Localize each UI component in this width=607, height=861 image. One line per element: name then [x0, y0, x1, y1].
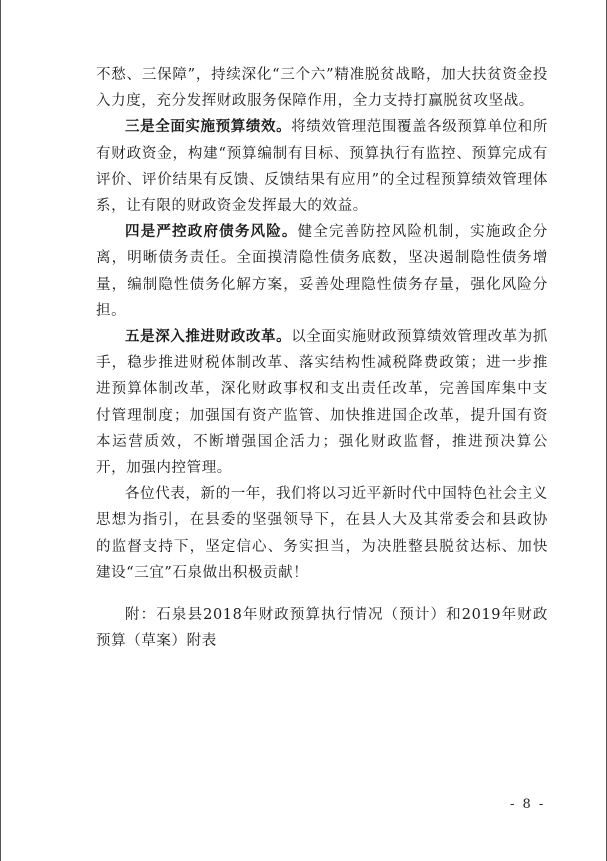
- paragraph-heading: 五是深入推进财政改革。: [125, 328, 292, 346]
- paragraph-debt-risk: [96, 219, 548, 324]
- page-border-left: [0, 0, 1, 861]
- attachment-text: 附：石泉县2018年财政预算执行情况（预计）和2019年财政预算（草案）附表: [96, 607, 548, 650]
- paragraph-body: 以全面实施财政预算绩效管理改革为抓手，稳步推进财税体制改革、落实结构性减税降费政策；进一步推进预算体制改革，深化财政事权和支出责任改革，完善国库集中支付管理制度；加强国有资产监管、加快推进国企改革，提升国有资本运营质效，不断增强国企活力；强化财政监督，推进预决算公开，加强内控管理。: [96, 329, 548, 477]
- paragraph-body: 各位代表，新的一年，我们将以习近平新时代中国特色社会主义思想为指引，在县委的坚强领导下，在县人大及其常委会和县政协的监督支持下，坚定信心、务实担当，为决胜整县脱贫达标、加快建设“三宜”石泉做出积极贡献！: [96, 486, 548, 581]
- paragraph-fiscal-reform: [96, 324, 548, 481]
- attachment-note: [96, 602, 548, 654]
- paragraph-budget-performance: [96, 114, 548, 219]
- paragraph-closing: [96, 481, 548, 586]
- paragraph-body: 健全完善防控风险机制，实施政企分离，明晰债务责任。全面摸清隐性债务底数，坚决遏制隐性债务增量，编制隐性债务化解方案，妥善处理隐性债务存量，强化风险分担。: [96, 224, 548, 319]
- paragraph-continuation: [96, 62, 548, 114]
- paragraph-body: 将绩效管理范围覆盖各级预算单位和所有财政资金，构建“预算编制有目标、预算执行有监控、预算完成有评价、评价结果有反馈、反馈结果有应用”的全过程预算绩效管理体系，让有限的财政资金发挥最大的效益。: [96, 119, 548, 215]
- page-number: - 8 -: [510, 797, 546, 812]
- paragraph-body: 不愁、三保障”，持续深化“三个六”精准脱贫战略，加大扶贫资金投入力度，充分发挥财政服务保障作用，全力支持打赢脱贫攻坚战。: [96, 67, 548, 110]
- paragraph-heading: 三是全面实施预算绩效。: [125, 118, 292, 136]
- paragraph-heading: 四是严控政府债务风险。: [125, 223, 298, 241]
- document-body: [96, 62, 548, 654]
